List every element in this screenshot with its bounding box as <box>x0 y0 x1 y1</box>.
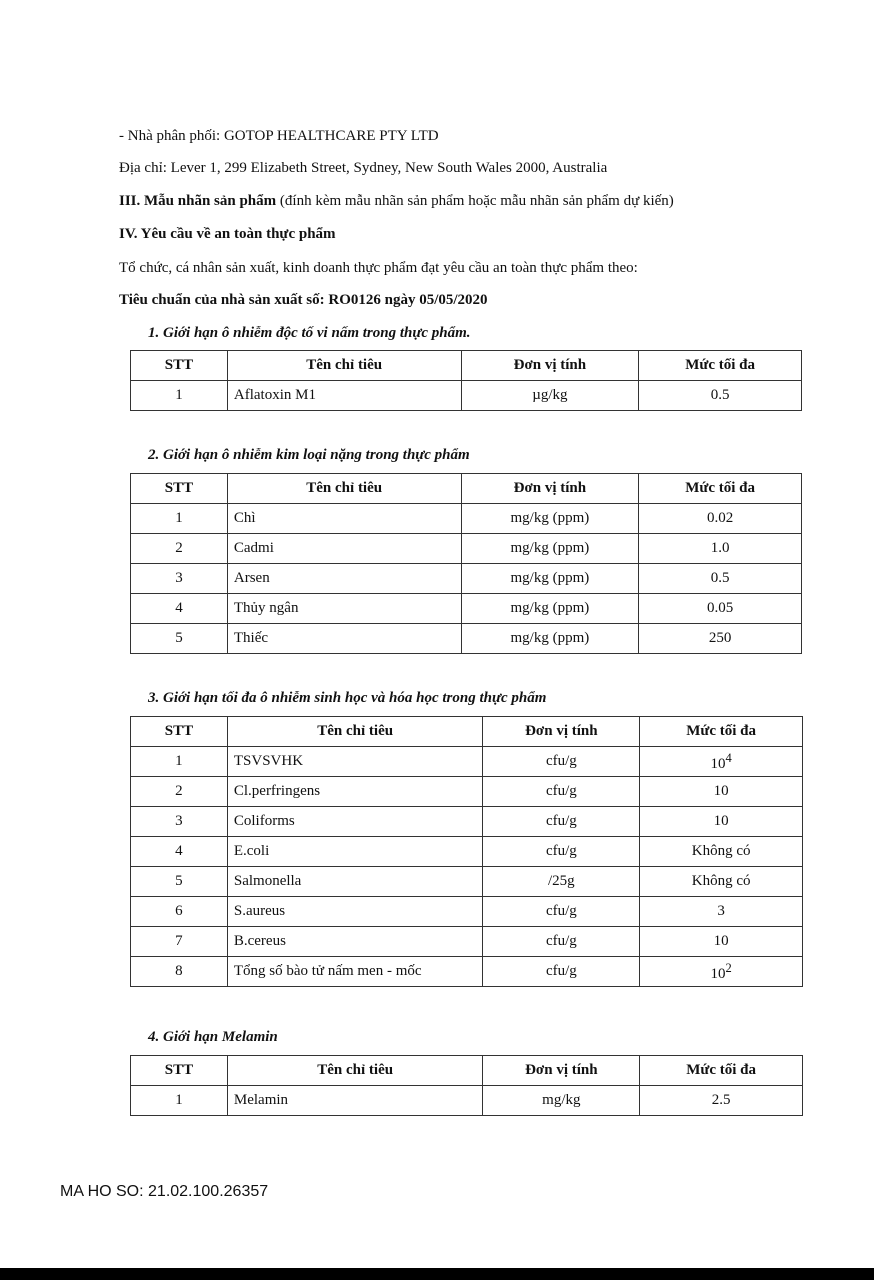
table-header-row <box>131 474 802 504</box>
max-base: 10 <box>710 755 726 772</box>
max-base: 10 <box>710 965 726 982</box>
cell-unit: mg/kg (ppm) <box>461 564 639 594</box>
section-4-title: IV. Yêu cầu về an toàn thực phẩm <box>119 226 336 242</box>
cell-stt: 1 <box>131 747 228 777</box>
cell-max: Không có <box>640 867 803 897</box>
header-unit: Đơn vị tính <box>483 1056 640 1086</box>
section-3-line <box>119 193 674 210</box>
table-row <box>131 837 803 867</box>
header-name: Tên chỉ tiêu <box>227 351 461 381</box>
header-name: Tên chỉ tiêu <box>227 474 461 504</box>
cell-name: S.aureus <box>227 897 483 927</box>
cell-name: Chì <box>227 504 461 534</box>
section-3-note: (đính kèm mẫu nhãn sản phẩm hoặc mẫu nhãn sản phẩm dự kiến) <box>276 193 674 209</box>
table-row <box>131 897 803 927</box>
cell-max: 250 <box>639 624 802 654</box>
cell-stt: 3 <box>131 564 228 594</box>
microbiology-table <box>130 716 803 987</box>
table-2-heading: 2. Giới hạn ô nhiễm kim loại nặng trong thực phẩm <box>148 447 470 463</box>
table-row <box>131 777 803 807</box>
distributor-line: - Nhà phân phối: GOTOP HEALTHCARE PTY LTD <box>119 128 439 144</box>
header-unit: Đơn vị tính <box>461 351 639 381</box>
cell-max: 2.5 <box>640 1086 803 1116</box>
cell-unit: mg/kg (ppm) <box>461 504 639 534</box>
cell-max: Không có <box>640 837 803 867</box>
table-row <box>131 957 803 987</box>
header-max: Mức tối đa <box>640 1056 803 1086</box>
cell-max: 0.05 <box>639 594 802 624</box>
table-row <box>131 624 802 654</box>
requirement-line: Tổ chức, cá nhân sản xuất, kinh doanh thực phẩm đạt yêu cầu an toàn thực phẩm theo: <box>119 260 638 276</box>
header-stt: STT <box>131 351 228 381</box>
table-row <box>131 867 803 897</box>
max-exponent: 2 <box>725 960 732 975</box>
cell-max <box>640 747 803 777</box>
cell-max: 0.5 <box>639 381 802 411</box>
table-3-heading: 3. Giới hạn tối đa ô nhiễm sinh học và hóa học trong thực phẩm <box>148 690 547 706</box>
cell-name: Aflatoxin M1 <box>227 381 461 411</box>
cell-name: Coliforms <box>227 807 483 837</box>
table-1-heading: 1. Giới hạn ô nhiễm độc tố vi nấm trong thực phẩm. <box>148 325 471 341</box>
header-stt: STT <box>131 474 228 504</box>
mycotoxin-table <box>130 350 802 411</box>
cell-stt: 7 <box>131 927 228 957</box>
cell-stt: 4 <box>131 594 228 624</box>
cell-name: Cl.perfringens <box>227 777 483 807</box>
cell-unit: µg/kg <box>461 381 639 411</box>
section-3-title: III. Mẫu nhãn sản phẩm <box>119 193 277 209</box>
cell-stt: 5 <box>131 624 228 654</box>
cell-unit: mg/kg (ppm) <box>461 624 639 654</box>
header-max: Mức tối đa <box>640 717 803 747</box>
cell-unit: cfu/g <box>483 807 640 837</box>
bottom-bar <box>0 1268 874 1280</box>
header-max: Mức tối đa <box>639 351 802 381</box>
cell-max: 1.0 <box>639 534 802 564</box>
table-row <box>131 1086 803 1116</box>
table-4-heading: 4. Giới hạn Melamin <box>148 1029 278 1045</box>
cell-name: Cadmi <box>227 534 461 564</box>
cell-name: Melamin <box>227 1086 483 1116</box>
cell-unit: cfu/g <box>483 927 640 957</box>
cell-stt: 8 <box>131 957 228 987</box>
cell-stt: 6 <box>131 897 228 927</box>
cell-max: 10 <box>640 927 803 957</box>
cell-max: 10 <box>640 807 803 837</box>
table-row <box>131 534 802 564</box>
table-header-row <box>131 351 802 381</box>
cell-max: 0.02 <box>639 504 802 534</box>
header-name: Tên chỉ tiêu <box>227 717 483 747</box>
header-unit: Đơn vị tính <box>483 717 640 747</box>
cell-max: 0.5 <box>639 564 802 594</box>
cell-stt: 4 <box>131 837 228 867</box>
table-header-row <box>131 717 803 747</box>
cell-max: 3 <box>640 897 803 927</box>
cell-unit: /25g <box>483 867 640 897</box>
cell-unit: cfu/g <box>483 957 640 987</box>
cell-name: E.coli <box>227 837 483 867</box>
cell-unit: cfu/g <box>483 897 640 927</box>
table-row <box>131 747 803 777</box>
header-stt: STT <box>131 1056 228 1086</box>
cell-stt: 1 <box>131 504 228 534</box>
cell-unit: cfu/g <box>483 747 640 777</box>
dossier-number: MA HO SO: 21.02.100.26357 <box>60 1183 269 1200</box>
cell-name: Arsen <box>227 564 461 594</box>
header-max: Mức tối đa <box>639 474 802 504</box>
cell-name: Salmonella <box>227 867 483 897</box>
melamine-table <box>130 1055 803 1116</box>
table-row <box>131 504 802 534</box>
cell-stt: 2 <box>131 777 228 807</box>
header-name: Tên chỉ tiêu <box>227 1056 483 1086</box>
table-row <box>131 594 802 624</box>
max-exponent: 4 <box>725 750 732 765</box>
table-header-row <box>131 1056 803 1086</box>
cell-unit: mg/kg (ppm) <box>461 534 639 564</box>
cell-name: Tổng số bào tử nấm men - mốc <box>227 957 483 987</box>
standard-line: Tiêu chuẩn của nhà sản xuất số: RO0126 ngày 05/05/2020 <box>119 292 488 308</box>
cell-unit: cfu/g <box>483 837 640 867</box>
table-row <box>131 927 803 957</box>
header-unit: Đơn vị tính <box>461 474 639 504</box>
address-line: Địa chỉ: Lever 1, 299 Elizabeth Street, Sydney, New South Wales 2000, Australia <box>119 160 608 176</box>
header-stt: STT <box>131 717 228 747</box>
cell-unit: mg/kg (ppm) <box>461 594 639 624</box>
cell-max <box>640 957 803 987</box>
cell-stt: 3 <box>131 807 228 837</box>
cell-stt: 1 <box>131 381 228 411</box>
heavy-metal-table <box>130 473 802 654</box>
table-row <box>131 807 803 837</box>
cell-stt: 5 <box>131 867 228 897</box>
cell-stt: 1 <box>131 1086 228 1116</box>
cell-name: Thủy ngân <box>227 594 461 624</box>
cell-unit: cfu/g <box>483 777 640 807</box>
cell-name: Thiếc <box>227 624 461 654</box>
cell-max: 10 <box>640 777 803 807</box>
table-row <box>131 381 802 411</box>
cell-name: TSVSVHK <box>227 747 483 777</box>
table-row <box>131 564 802 594</box>
cell-unit: mg/kg <box>483 1086 640 1116</box>
cell-name: B.cereus <box>227 927 483 957</box>
cell-stt: 2 <box>131 534 228 564</box>
